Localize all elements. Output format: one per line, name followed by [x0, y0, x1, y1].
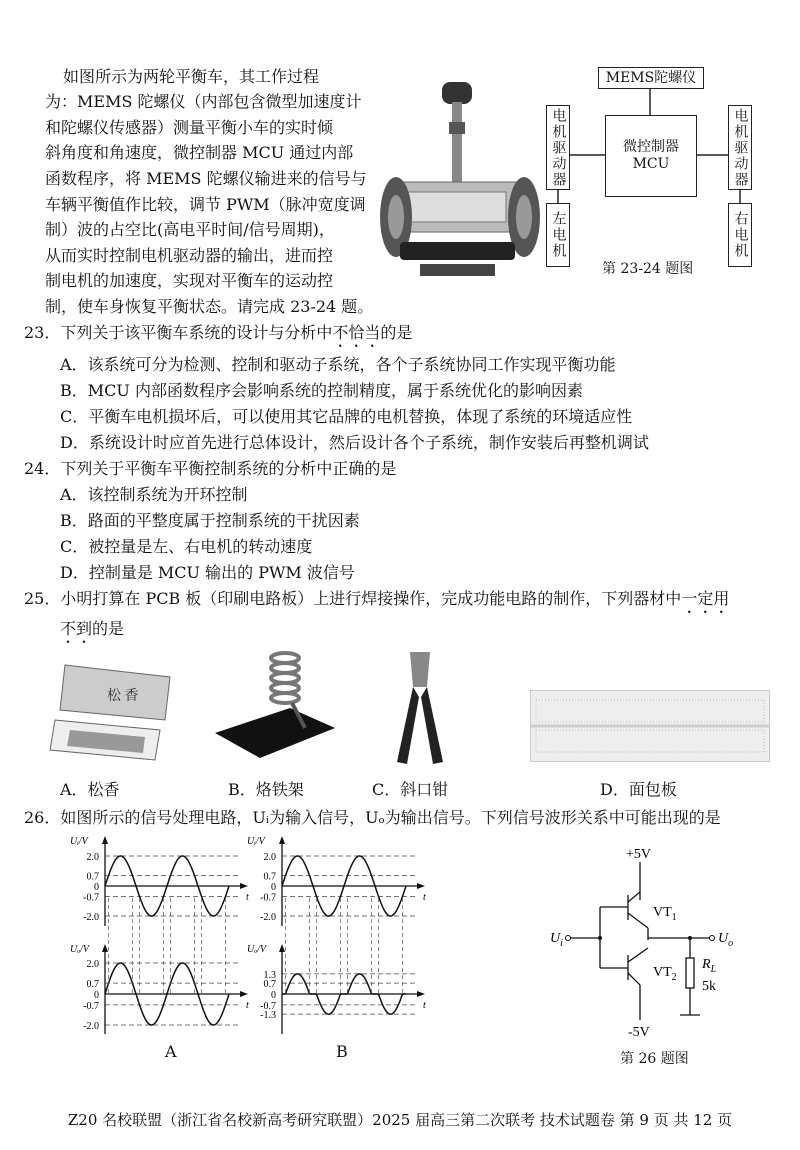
intro-line: 制）波的占空比(高电平时间/信号周期)，: [45, 220, 335, 239]
emphasis-text: 不恰当: [332, 323, 381, 342]
emphasis-text: 不到: [60, 619, 93, 638]
y-axis-label: Uₒ/V: [247, 944, 266, 955]
intro-line: 如图所示为两轮平衡车，其工作过程: [63, 67, 320, 86]
emphasis-text: 一定用: [681, 589, 730, 608]
x-axis-label: t: [246, 1000, 249, 1011]
figure-caption: 第 23-24 题图: [602, 261, 694, 277]
y-tick-label: 2.0: [86, 852, 99, 863]
rosin-image: [45, 655, 185, 765]
question-25-stem-cont: [60, 619, 124, 647]
y-tick-label: -2.0: [83, 912, 99, 923]
y-tick-label: -0.7: [260, 892, 276, 904]
page-footer: Z20 名校联盟（浙江省名校新高考研究联盟）2025 届高三第二次联考 技术试题卷 第 9 页 共 12 页: [67, 1111, 733, 1129]
y-axis-label: Uᵢ/V: [70, 836, 88, 847]
question-26-stem: 26．如图所示的信号处理电路，Uᵢ为输入信号，Uₒ为输出信号。下列信号波形关系中可能出现的是: [24, 808, 721, 827]
y-tick-label: -1.3: [260, 1010, 276, 1022]
y-axis-arrow: [279, 944, 285, 952]
q25-option-c: C．斜口钳: [372, 780, 449, 799]
y-tick-label: 0: [94, 990, 99, 1001]
y-tick-label: 0: [94, 882, 99, 893]
graph-b-output: [247, 944, 426, 1034]
x-axis-arrow: [417, 883, 425, 889]
x-axis-arrow: [417, 991, 425, 997]
vee-label: -5V: [628, 1025, 650, 1040]
stem-text: 的是: [92, 619, 125, 638]
q24-option-b: B．路面的平整度属于控制系统的干扰因素: [60, 511, 360, 530]
figure-caption: 第 26 题图: [620, 1051, 689, 1067]
q25-option-b: B．烙铁架: [228, 780, 304, 799]
y-axis-label: Uᵢ/V: [247, 836, 265, 847]
intro-line: 从而实时控制电机驱动器的输出，进而控: [45, 246, 334, 265]
q24-option-c: C．被控量是左、右电机的转动速度: [60, 537, 313, 556]
q24-option-a: A．该控制系统为开环控制: [60, 485, 248, 504]
y-tick-label: 0.7: [86, 979, 99, 991]
x-axis-arrow: [240, 991, 248, 997]
stem-text: 的是: [380, 323, 413, 342]
y-tick-label: 0.7: [263, 979, 276, 991]
intro-line: 函数程序，将 MEMS 陀螺仪输进来的信号与: [45, 169, 367, 188]
question-24-stem: 24．下列关于平衡车平衡控制系统的分析中正确的是: [24, 459, 397, 478]
circuit-diagram: [540, 840, 740, 1040]
mcu-label: MCU: [632, 156, 670, 172]
graph-b-input: [247, 836, 426, 926]
stem-text: 23．下列关于该平衡车系统的设计与分析中: [24, 323, 333, 342]
intro-line: 斜角度和角速度，微控制器 MCU 通过内部: [45, 143, 354, 162]
vcc-label: +5V: [626, 847, 652, 862]
y-axis-arrow: [102, 836, 108, 844]
soldering-stand-image: [210, 648, 340, 763]
mcu-label: 微控制器: [623, 139, 679, 155]
y-tick-label: -0.7: [260, 1000, 276, 1012]
y-axis-arrow: [102, 944, 108, 952]
x-axis-label: t: [423, 892, 426, 903]
graph-label-a: A: [165, 1042, 177, 1061]
q23-option-a: A．该系统可分为检测、控制和驱动子系统，各个子系统协同工作实现平衡功能: [60, 355, 616, 374]
y-tick-label: 0.7: [263, 871, 276, 883]
right-motor-block: 右电机: [728, 203, 752, 267]
intro-line: 为：MEMS 陀螺仪（内部包含微型加速度计: [45, 92, 362, 111]
y-tick-label: -0.7: [83, 892, 99, 904]
y-tick-label: -2.0: [83, 1021, 99, 1032]
breadboard-image: [530, 690, 770, 762]
x-axis-label: t: [423, 1000, 426, 1011]
q25-option-d: D．面包板: [600, 780, 677, 799]
left-driver-block: 电机驱动器: [546, 105, 570, 190]
rl-label: $R_L$: [702, 957, 717, 975]
ui-label: $U_i$: [550, 931, 563, 949]
q23-option-d: D．系统设计时应首先进行总体设计，然后设计各个子系统，制作安装后再整机调试: [60, 433, 649, 452]
rl-value: 5k: [702, 979, 716, 994]
x-axis-label: t: [246, 892, 249, 903]
y-tick-label: 0: [271, 882, 276, 893]
q24-option-d: D．控制量是 MCU 输出的 PWM 波信号: [60, 563, 355, 582]
y-axis-label: Uₒ/V: [70, 944, 89, 955]
gyro-block: MEMS陀螺仪: [598, 67, 704, 89]
q23-option-b: B．MCU 内部函数程序会影响系统的控制精度，属于系统优化的影响因素: [60, 381, 583, 400]
graph-a-input: [70, 836, 249, 926]
y-tick-label: -2.0: [260, 912, 276, 923]
mcu-block: [605, 115, 697, 197]
question-23-stem: [24, 323, 412, 351]
intro-line: 和陀螺仪传感器）测量平衡小车的实时倾: [45, 118, 334, 137]
intro-line: 制，使车身恢复平衡状态。请完成 23-24 题。: [45, 297, 374, 316]
graph-a-output: [70, 944, 249, 1034]
uo-label: $U_o$: [718, 931, 734, 949]
y-tick-label: 1.3: [263, 969, 276, 981]
left-motor-block: 左电机: [546, 203, 570, 267]
vt1-label: $VT_1$: [653, 905, 677, 923]
stem-text: 25．小明打算在 PCB 板（印刷电路板）上进行焊接操作，完成功能电路的制作，下列器材中: [24, 589, 682, 608]
intro-line: 制电机的加速度，实现对平衡车的运动控: [45, 271, 334, 290]
rosin-box-text: 松 香: [107, 689, 139, 704]
x-axis-arrow: [240, 883, 248, 889]
diagonal-pliers-image: [385, 652, 455, 767]
y-tick-label: 0.7: [86, 871, 99, 883]
y-tick-label: 2.0: [86, 959, 99, 970]
balance-car-image: [368, 82, 543, 292]
q23-option-c: C．平衡车电机损坏后，可以使用其它品牌的电机替换，体现了系统的环境适应性: [60, 407, 633, 426]
y-tick-label: 2.0: [263, 852, 276, 863]
y-tick-label: -0.7: [83, 1000, 99, 1012]
intro-line: 车辆平衡值作比较，调节 PWM（脉冲宽度调: [45, 195, 366, 214]
graph-label-b: B: [336, 1042, 348, 1061]
question-25-stem: [24, 589, 729, 617]
right-driver-block: 电机驱动器: [728, 105, 752, 190]
vt2-label: $VT_2$: [653, 965, 677, 983]
y-tick-label: 0: [271, 990, 276, 1001]
waveform-graphs: [50, 835, 430, 1065]
q25-option-a: A．松香: [60, 780, 120, 799]
y-axis-arrow: [279, 836, 285, 844]
